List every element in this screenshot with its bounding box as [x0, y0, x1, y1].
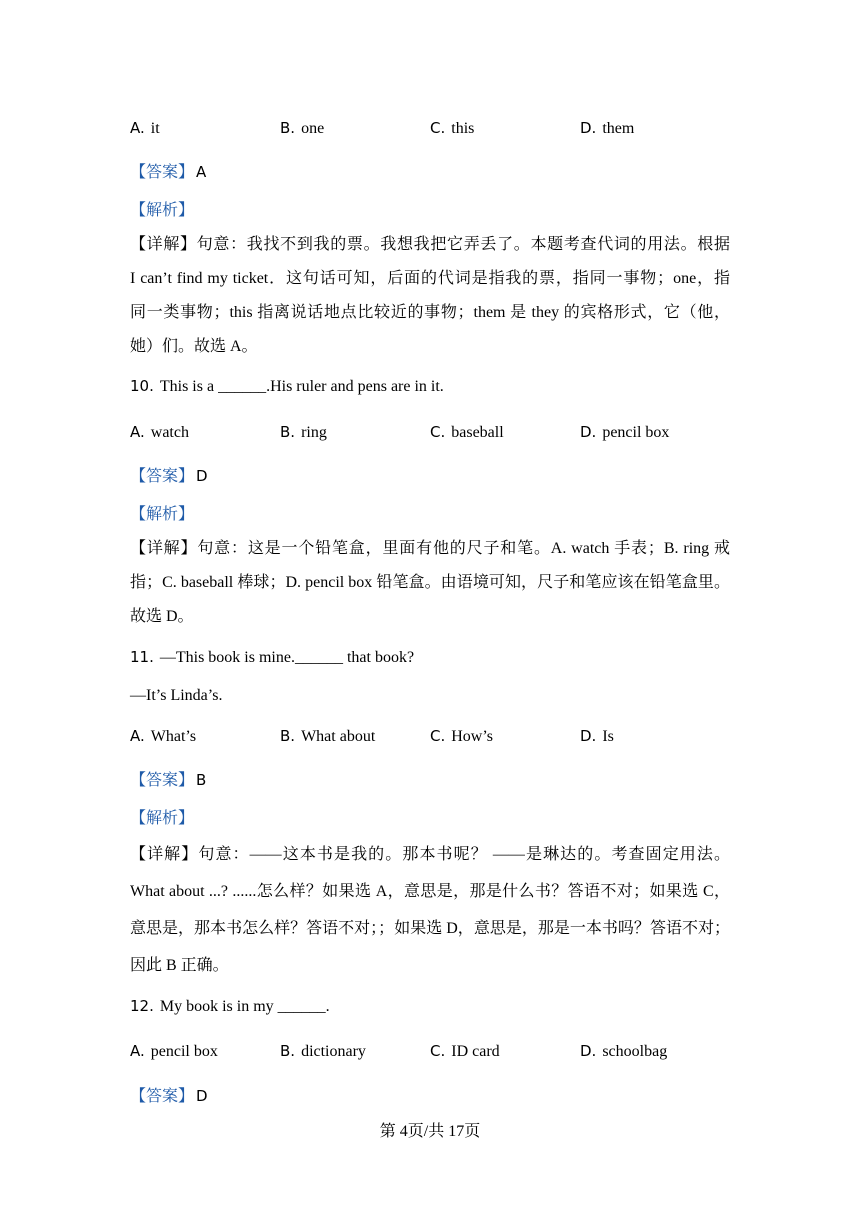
question-number: 11.: [130, 648, 154, 666]
detail-line: 因此 B 正确。: [130, 957, 229, 974]
option-letter: B.: [280, 423, 296, 441]
question-12: [130, 996, 330, 1017]
detail-line: 意思是，那本书怎么样？答语不对；；如果选 D，意思是，那是一本书吗？答语不对；: [130, 920, 730, 937]
answer-line: [130, 466, 208, 487]
detail-line: 她）们。故选 A。: [130, 338, 258, 355]
answer-label: 【答案】: [130, 1088, 195, 1105]
option-letter: D.: [580, 727, 597, 745]
option-text: What’s: [150, 728, 197, 745]
option-c: [430, 118, 474, 139]
option-c: [430, 726, 493, 747]
option-text: baseball: [451, 424, 504, 441]
option-letter: A.: [130, 423, 145, 441]
detail-line: 同一类事物；this 指离说话地点比较近的事物；them 是 they 的宾格形式，它（他，: [130, 304, 730, 321]
analysis-label: 【解析】: [130, 810, 195, 827]
option-letter: A.: [130, 727, 145, 745]
option-a: [130, 118, 160, 139]
answer-value: D: [196, 467, 208, 485]
analysis-label: 【解析】: [130, 506, 195, 523]
answer-line: [130, 770, 206, 791]
question-number: 10.: [130, 377, 154, 395]
answer-label: 【答案】: [130, 468, 195, 485]
analysis-label: 【解析】: [130, 202, 195, 219]
option-b: [280, 422, 327, 443]
option-letter: A.: [130, 1042, 145, 1060]
question-number: 12.: [130, 997, 154, 1015]
option-text: pencil box: [602, 424, 670, 441]
option-letter: B.: [280, 119, 296, 137]
answer-line: [130, 162, 206, 183]
option-d: [580, 422, 669, 443]
option-c: [430, 422, 504, 443]
option-letter: D.: [580, 1042, 597, 1060]
answer-label: 【答案】: [130, 164, 195, 181]
option-text: them: [602, 120, 635, 137]
question-stem: —This book is mine.______ that book?: [159, 649, 415, 666]
detail-paragraph: [130, 532, 730, 634]
question-10: [130, 376, 444, 397]
option-text: this: [451, 120, 475, 137]
detail-line: I can’t find my ticket．这句话可知，后面的代词是指我的票，指同一事物；one，指: [130, 270, 730, 287]
option-text: How’s: [451, 728, 494, 745]
detail-line: 【详解】句意：我找不到我的票。我想我把它弄丢了。本题考查代词的用法。根据: [130, 236, 730, 253]
answer-line: [130, 1086, 208, 1107]
answer-value: B: [196, 771, 207, 789]
detail-paragraph: [130, 836, 730, 984]
question-stem-reply: —It’s Linda’s.: [130, 687, 223, 704]
option-text: ring: [301, 424, 327, 441]
option-letter: C.: [430, 423, 446, 441]
option-text: pencil box: [150, 1043, 218, 1060]
option-d: [580, 1041, 667, 1062]
option-d: [580, 118, 634, 139]
detail-line: 【详解】句意：——这本书是我的。那本书呢？ ——是琳达的。考查固定用法。: [130, 846, 730, 863]
page-footer: 第 4页/共 17页: [379, 1123, 481, 1140]
answer-value: A: [196, 163, 207, 181]
detail-paragraph: [130, 228, 730, 364]
option-text: schoolbag: [602, 1043, 668, 1060]
question-11: [130, 647, 414, 668]
answer-value: D: [196, 1087, 208, 1105]
option-letter: C.: [430, 727, 446, 745]
option-letter: D.: [580, 119, 597, 137]
option-text: ID card: [451, 1043, 500, 1060]
option-text: Is: [602, 728, 614, 745]
option-text: dictionary: [301, 1043, 366, 1060]
option-text: it: [150, 120, 160, 137]
option-text: one: [301, 120, 325, 137]
option-letter: C.: [430, 119, 446, 137]
option-text: What about: [301, 728, 376, 745]
question-stem: My book is in my ______.: [159, 998, 330, 1015]
option-d: [580, 726, 614, 747]
option-a: [130, 1041, 218, 1062]
option-a: [130, 726, 196, 747]
option-a: [130, 422, 189, 443]
option-letter: D.: [580, 423, 597, 441]
option-letter: B.: [280, 1042, 296, 1060]
option-letter: A.: [130, 119, 145, 137]
option-b: [280, 1041, 366, 1062]
detail-line: 故选 D。: [130, 608, 194, 625]
option-text: watch: [150, 424, 189, 441]
option-letter: C.: [430, 1042, 446, 1060]
detail-line: What about ...? ......怎么样？如果选 A，意思是，那是什么书？答语不对；如果选 C，: [130, 883, 730, 900]
option-b: [280, 726, 375, 747]
detail-line: 【详解】句意：这是一个铅笔盒，里面有他的尺子和笔。A. watch 手表；B. ring 戒: [130, 540, 730, 557]
option-letter: B.: [280, 727, 296, 745]
answer-label: 【答案】: [130, 772, 195, 789]
question-stem: This is a ______.His ruler and pens are in it.: [159, 378, 444, 395]
option-b: [280, 118, 324, 139]
detail-line: 指；C. baseball 棒球；D. pencil box 铅笔盒。由语境可知，尺子和笔应该在铅笔盒里。: [130, 574, 730, 591]
option-c: [430, 1041, 500, 1062]
